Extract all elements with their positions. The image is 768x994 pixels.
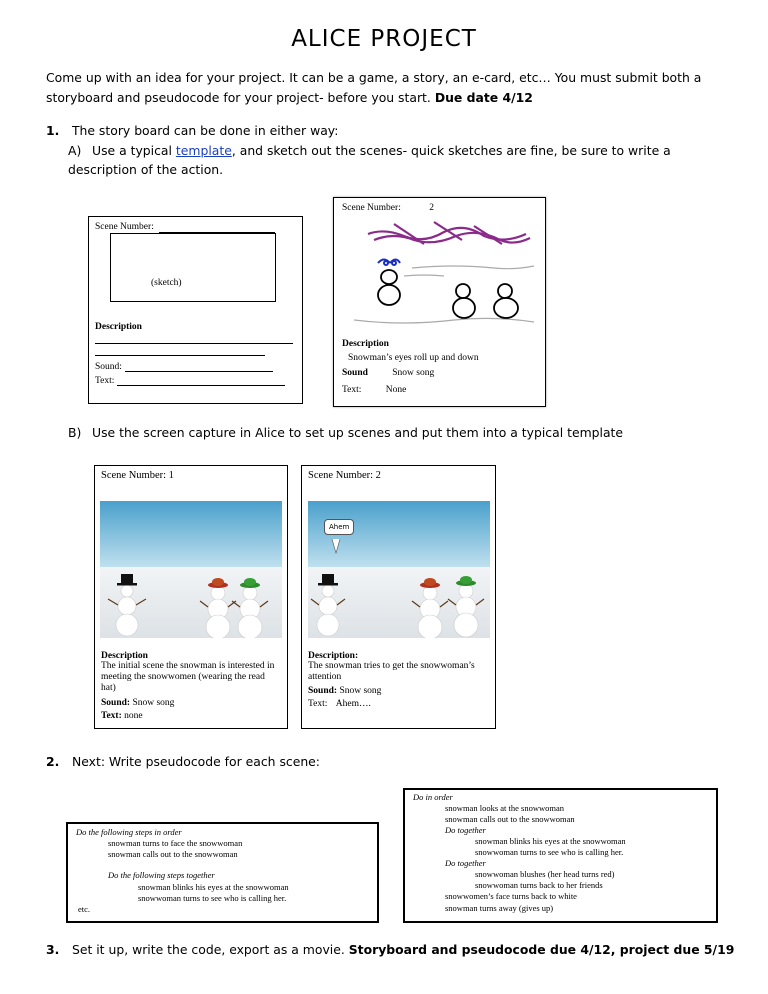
hand-sketch-drawing	[334, 216, 545, 336]
pseudo-right-line-11: snowman turns away (gives up)	[445, 903, 554, 913]
capture-1-sound-label: Sound:	[101, 698, 131, 708]
capture-2-sound-label: Sound:	[308, 686, 338, 696]
template-text-line	[117, 385, 285, 386]
pseudo-left-line-2: snowman turns to face the snowwoman	[108, 838, 243, 848]
template-desc-line-1	[95, 343, 293, 344]
step-1b-text: Use the screen capture in Alice to set up scenes and put them into a typical template	[92, 425, 624, 440]
step-1b	[68, 423, 623, 442]
capture-1-scene-number: Scene Number:	[101, 470, 167, 481]
page-title: ALICE PROJECT	[291, 26, 477, 52]
template-text-label: Text:	[95, 376, 115, 386]
capture-1-text-label: Text:	[101, 711, 122, 721]
step-1a-post: , and sketch out the scenes- quick sketches are fine, be sure to write a description of the action.	[68, 143, 671, 177]
sketch-sound-value: Snow song	[392, 368, 435, 378]
pseudo-left-line-7: etc.	[78, 904, 91, 914]
sketch-sound-label: Sound	[342, 368, 368, 378]
step-2	[46, 752, 320, 772]
capture-2-sound-value: Snow song	[339, 686, 382, 696]
pseudo-right-line-5: snowman blinks his eyes at the snowwoman	[475, 836, 626, 846]
pseudo-left-line-5: snowman blinks his eyes at the snowwoman	[138, 882, 289, 892]
speech-bubble: Ahem	[324, 519, 354, 535]
pseudo-left-line-1: Do the following steps in order	[76, 827, 182, 837]
capture-2-scene-value: 2	[375, 470, 381, 481]
capture-2-text-label: Text:	[308, 699, 328, 709]
pseudo-right-line-7: Do together	[445, 858, 486, 868]
pseudo-right-line-2: snowman looks at the snowwoman	[445, 803, 564, 813]
sketch-description-text: Snowman’s eyes roll up and down	[348, 353, 479, 363]
pseudocode-box-left	[66, 822, 379, 923]
pseudocode-box-right	[403, 788, 718, 923]
template-desc-line-2	[95, 355, 265, 356]
step-2-text: Next: Write pseudocode for each scene:	[71, 754, 320, 769]
step-1a	[68, 141, 728, 179]
capture-2-description-label: Description:	[308, 651, 359, 661]
step-3-number: 3.	[46, 942, 60, 957]
template-card	[88, 216, 303, 404]
capture-2-screenshot	[308, 501, 490, 638]
pseudo-right-line-6: snowwoman turns to see who is calling her.	[475, 847, 624, 857]
intro-due-date: Due date 4/12	[434, 90, 533, 105]
step-1-number: 1.	[46, 123, 60, 138]
pseudo-right-line-1: Do in order	[413, 792, 453, 802]
intro-paragraph	[46, 68, 736, 108]
capture-2-text-value: Ahem….	[335, 699, 371, 709]
step-2-number: 2.	[46, 754, 60, 769]
capture-card-1	[94, 465, 288, 729]
step-1b-label: B)	[68, 425, 82, 440]
sketch-area	[110, 233, 276, 302]
template-description-label: Description	[95, 322, 142, 332]
step-3-text: Set it up, write the code, export as a movie.	[71, 942, 345, 957]
sketch-text-label: Text:	[342, 385, 362, 395]
sketch-placeholder: (sketch)	[151, 278, 182, 288]
capture-1-description-text: The initial scene the snowman is interested in meeting the snowwomen (wearing the read hat)	[101, 661, 275, 693]
pseudo-left-line-3: snowman calls out to the snowwoman	[108, 849, 238, 859]
pseudo-right-line-3: snowman calls out to the snowwoman	[445, 814, 575, 824]
sketch-scene-number: Scene Number:	[342, 203, 401, 213]
pseudo-left-line-4: Do the following steps together	[108, 870, 215, 880]
pseudo-right-line-10: snowwomen’s face turns back to white	[445, 891, 577, 901]
step-1-text: The story board can be done in either way:	[71, 123, 339, 138]
step-1a-pre: Use a typical	[92, 143, 176, 158]
intro-text: Come up with an idea for your project. It can be a game, a story, an e-card, etc… You must submit both a storyboard and pseudocode for your project- before you start.	[46, 70, 702, 105]
template-sound-label: Sound:	[95, 362, 122, 372]
capture-1-scene-value: 1	[168, 470, 174, 481]
template-scene-number: Scene Number:	[95, 222, 154, 232]
step-3	[46, 940, 734, 960]
capture-2-scene-number: Scene Number:	[308, 470, 374, 481]
capture-2-description-text: The snowman tries to get the snowwoman’s attention	[308, 661, 475, 682]
capture-1-description-label: Description	[101, 651, 148, 661]
capture-card-2	[301, 465, 496, 729]
pseudo-right-line-8: snowwoman blushes (her head turns red)	[475, 869, 615, 879]
sketch-text-value: None	[385, 385, 407, 395]
step-1a-label: A)	[68, 143, 82, 158]
sketch-description-label: Description	[342, 339, 389, 349]
template-sound-line	[125, 371, 273, 372]
template-link[interactable]: template	[175, 143, 232, 158]
capture-1-sound-value: Snow song	[132, 698, 175, 708]
capture-1-text-value: none	[124, 711, 143, 721]
pseudo-left-line-6: snowwoman turns to see who is calling her.	[138, 893, 287, 903]
pseudo-right-line-4: Do together	[445, 825, 486, 835]
step-1	[46, 121, 338, 141]
sketch-scene-value: 2	[429, 203, 434, 213]
pseudo-right-line-9: snowwoman turns back to her friends	[475, 880, 603, 890]
step-3-due: Storyboard and pseudocode due 4/12, project due 5/19	[348, 942, 735, 957]
sketch-card	[333, 197, 546, 407]
capture-1-screenshot	[100, 501, 282, 638]
